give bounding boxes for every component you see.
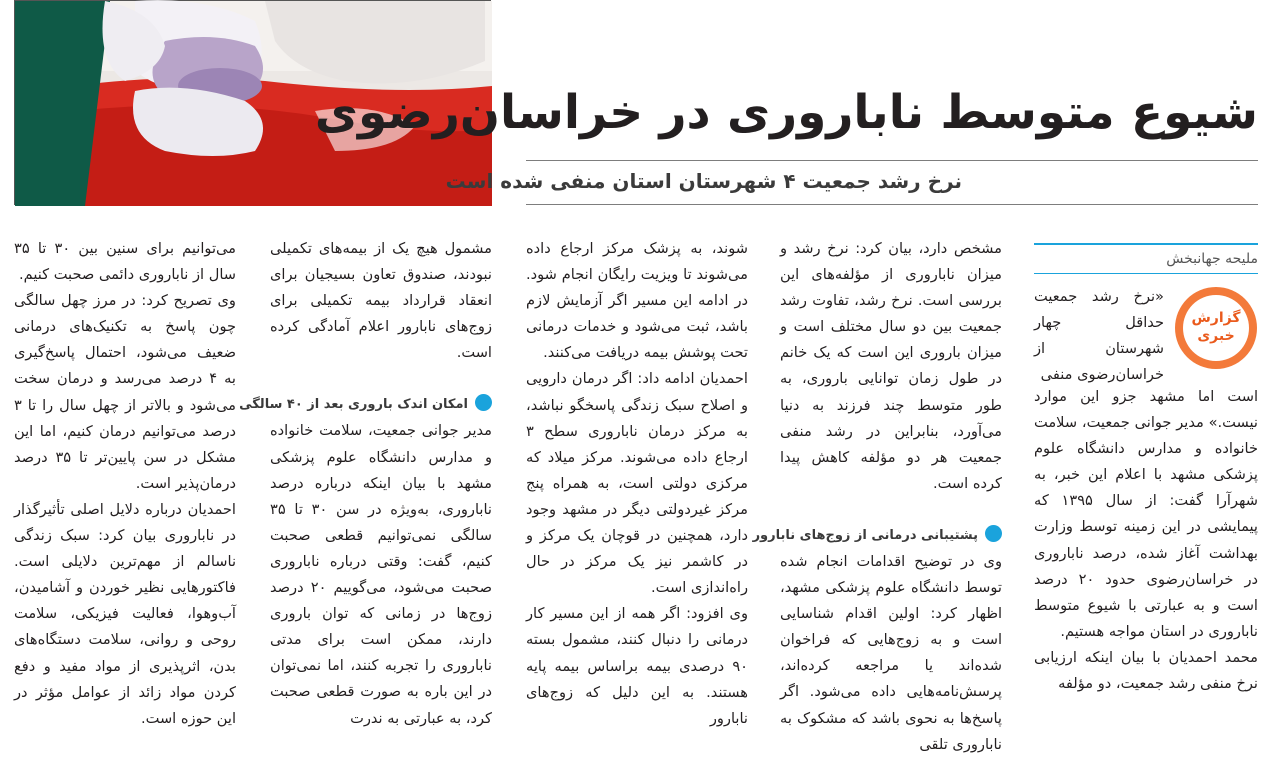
badge-label: گزارش	[1191, 310, 1241, 326]
paragraph: مشمول هیچ یک از بیمه‌های تکمیلی نبودند، صندوق تعاون بسیجیان برای انعقاد قرارداد بیمه تکمیلی برای زوج‌های نابارور اعلام آمادگی کرده است.	[270, 240, 492, 362]
paragraph: احمدیان ادامه داد: اگر درمان دارویی و اصلاح سبک زندگی پاسخگو نباشد، به مرکز درمان ناباروری سطح ۳ ارجاع داده می‌شوند. مرکز میلاد که مرکزی دولتی است، به همراه پنج مرکز غیردولتی دیگر در مشهد وجود دارد، همچنین در قوچان یک مرکز و در کاشمر نیز یک مرکز در حال راه‌اندازی است.	[526, 370, 748, 597]
paragraph: است اما مشهد جزو این موارد نیست.» مدیر جوانی جمعیت، سلامت خانواده و مدارس دانشگاه علوم پزشکی مشهد با اعلام این خبر، به شهرآرا گفت: از سال ۱۳۹۵ که پیمایشی در این زمینه توسط وزارت بهداشت آغاز شده، درصد ناباروری در خراسان‌رضوی حدود ۲۰ درصد است و به عبارتی با شیوع متوسط ناباروری در استان مواجه هستیم.	[1034, 388, 1258, 640]
paragraph: می‌توانیم برای سنین بین ۳۰ تا ۳۵ سال از ناباروری دائمی صحبت کنیم.	[14, 240, 236, 284]
article-column-2	[752, 236, 1002, 753]
bullet-icon	[475, 394, 492, 411]
divider	[526, 160, 1258, 161]
author-byline: ملیحه جهانبخش	[1034, 243, 1258, 274]
section-title: امکان اندک باروری بعد از ۴۰ سالگی	[239, 397, 468, 413]
article-column-1	[1034, 384, 1258, 698]
paragraph: مدیر جوانی جمعیت، سلامت خانواده و مدارس دانشگاه علوم پزشکی مشهد با بیان اینکه درباره درصد ناباروری، به‌ویژه در سن ۳۰ تا ۳۵ سالگی نمی‌توانیم قطعی صحبت کنیم، گفت: وقتی درباره ناباروری صحبت می‌شود، می‌گوییم ۲۰ درصد زوج‌ها در زمانی که توان باروری دارند، ممکن است برای مدتی ناباروری را تجربه کنند، اما نمی‌توان در این باره به صورت قطعی صحبت کرد، به عبارتی به ندرت	[270, 422, 492, 727]
paragraph: مشخص دارد، بیان کرد: نرخ رشد و میزان ناباروری از مؤلفه‌های این بررسی است. نرخ رشد، تفاوت رشد جمعیت بین دو سال مختلف است و میزان باروری این است که یک خانم در طول زمان توانایی باروری، به طور متوسط چند فرزند به دنیا می‌آورد، بنابراین در رشد منفی جمعیت هر دو مؤلفه کاهش پیدا کرده است.	[780, 240, 1002, 492]
paragraph: وی تصریح کرد: در مرز چهل سالگی چون پاسخ به تکنیک‌های درمانی ضعیف می‌شود، احتمال پاسخ‌گیری به ۴ درصد می‌رسد و درمان سخت می‌شود و بالاتر از چهل سال را تا ۳ درصد می‌توانیم درمان کنیم، اما این مشکل در سن پایین‌تر تا ۳۵ درصد درمان‌پذیر است.	[14, 292, 236, 492]
paragraph: وی در توضیح اقدامات انجام شده توسط دانشگاه علوم پزشکی مشهد، اظهار کرد: اولین اقدام شناسایی است و به زوج‌هایی که فراخوان شده‌اند یا مراجعه کرده‌اند، پرسش‌نامه‌هایی داده می‌شود. اگر پاسخ‌ها به نحوی باشد که مشکوک به ناباروری تلقی	[780, 552, 1002, 753]
bullet-icon	[985, 525, 1002, 542]
divider	[526, 204, 1258, 205]
article-column-4	[239, 236, 492, 727]
subheadline: نرخ رشد جمعیت ۴ شهرستان استان منفی شده است	[445, 169, 962, 193]
article-column-3	[526, 236, 748, 727]
headline: شیوع متوسط ناباروری در خراسان‌رضوی	[314, 85, 1258, 140]
section-heading	[239, 392, 492, 418]
section-title: پشتیبانی درمانی از زوج‌های نابارور	[752, 527, 978, 543]
paragraph: احمدیان درباره دلایل اصلی تأثیرگذار در ناباروری بیان کرد: سبک زندگی ناسالم از مهم‌ترین دلایلی است. فاکتورهایی نظیر خوردن و آشامیدن، آب‌وهوا، فعالیت فیزیکی، سلامت روحی و روانی، سلامت دستگاه‌های بدن، اثرپذیری از مواد مفید و دفع کردن مواد زائد از عوامل مؤثر در این حوزه است.	[14, 500, 236, 727]
badge-label: خبری	[1197, 328, 1235, 344]
paragraph: محمد احمدیان با بیان اینکه ارزیابی نرخ منفی رشد جمعیت، دو مؤلفه	[1034, 648, 1258, 693]
section-heading	[752, 523, 1002, 549]
article-column-5	[14, 236, 236, 727]
paragraph: وی افزود: اگر همه از این مسیر کار درمانی را دنبال کنند، مشمول بسته ۹۰ درصدی بیمه براساس بیمه پایه هستند. به این دلیل که زوج‌های نابارور	[526, 605, 748, 727]
report-type-badge	[1175, 287, 1257, 369]
article-lead: «نرخ رشد جمعیت حداقل چهار شهرستان از خراسان‌رضوی منفی	[1034, 288, 1164, 384]
paragraph: شوند، به پزشک مرکز ارجاع داده می‌شوند تا ویزیت رایگان انجام شود. در ادامه این مسیر اگر آزمایش لازم باشد، ثبت می‌شود و خدمات درمانی تحت پوشش بیمه دریافت می‌کنند.	[526, 240, 748, 362]
